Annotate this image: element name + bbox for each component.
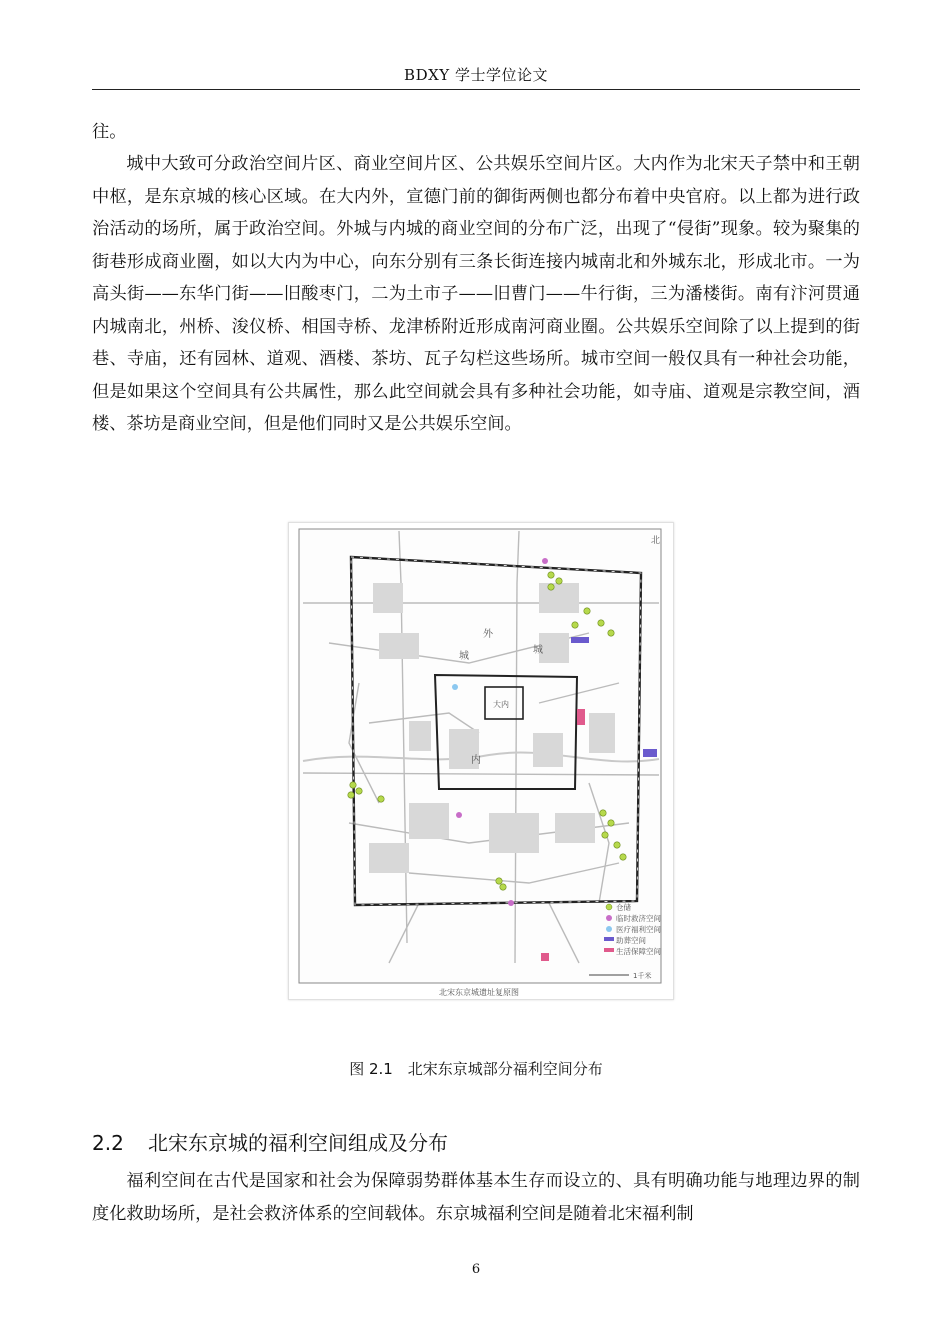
header-rule xyxy=(92,89,860,90)
scale-label: 1千米 xyxy=(633,972,652,980)
page-header: BDXY 学士学位论文 xyxy=(404,66,548,84)
granary-marker xyxy=(500,884,506,890)
relief-marker xyxy=(542,558,548,564)
figure-map xyxy=(288,522,674,1000)
paragraph-continuation: 往。 xyxy=(92,122,127,142)
granary-marker xyxy=(378,796,384,802)
granary-marker xyxy=(548,584,554,590)
map-title: 北宋东京城遗址复原图 xyxy=(439,988,519,997)
granary-marker xyxy=(572,622,578,628)
section-number: 2.2 xyxy=(92,1131,124,1155)
burial-marker xyxy=(571,637,589,643)
legend-label: 临时救济空间 xyxy=(616,914,661,923)
city-label: 城 xyxy=(459,651,469,662)
inner-city-label: 内 xyxy=(471,755,481,766)
legend-label: 助葬空间 xyxy=(616,936,646,945)
legend-label: 医疗福利空间 xyxy=(616,925,661,934)
city-map xyxy=(289,523,673,999)
section-title: 北宋东京城的福利空间组成及分布 xyxy=(148,1131,448,1155)
outer-city-label: 外 xyxy=(483,629,493,640)
section-heading xyxy=(92,1127,448,1156)
granary-marker xyxy=(356,788,362,794)
relief-marker xyxy=(456,812,462,818)
granary-marker xyxy=(600,810,606,816)
north-label: 北 xyxy=(651,536,661,546)
granary-marker xyxy=(350,782,356,788)
granary-marker xyxy=(584,608,590,614)
east-city-label: 城 xyxy=(533,645,543,656)
granary-marker xyxy=(602,832,608,838)
medical-marker xyxy=(452,684,458,690)
security-marker xyxy=(577,709,585,725)
paragraph-welfare-definition: 福利空间在古代是国家和社会为保障弱势群体基本生存而设立的、具有明确功能与地理边界的制度化救助场所，是社会救济体系的空间载体。东京城福利空间是随着北宋福利制 xyxy=(92,1171,860,1224)
granary-marker xyxy=(608,630,614,636)
relief-marker xyxy=(508,900,514,906)
legend-swatch-burial xyxy=(604,937,614,941)
legend-swatch-relief xyxy=(606,915,612,921)
page-number: 6 xyxy=(471,1262,481,1277)
granary-marker xyxy=(620,854,626,860)
paragraph-city-spaces: 城中大致可分政治空间片区、商业空间片区、公共娱乐空间片区。大内作为北宋天子禁中和王朝中枢，是东京城的核心区域。在大内外，宣德门前的御街两侧也都分布着中央官府。以上都为进行政治活动的场所，属于政治空间。外城与内城的商业空间的分布广泛，出现了“侵街”现象。较为聚集的街巷形成商业圈，如以大内为中心，向东分别有三条长街连接内城南北和外城东北，形成北市。一为高头街——东华门街——旧酸枣门，二为土市子——旧曹门——牛行街，三为潘楼街。南有汴河贯通内城南北，州桥、浚仪桥、相国寺桥、龙津桥附近形成南河商业圈。公共娱乐空间除了以上提到的街巷、寺庙，还有园林、道观、酒楼、茶坊、瓦子勾栏这些场所。城市空间一般仅具有一种社会功能，但是如果这个空间具有公共属性，那么此空间就会具有多种社会功能，如寺庙、道观是宗教空间，酒楼、茶坊是商业空间，但是他们同时又是公共娱乐空间。 xyxy=(92,154,860,434)
granary-marker xyxy=(348,792,354,798)
granary-marker xyxy=(556,578,562,584)
granary-marker xyxy=(496,878,502,884)
granary-marker xyxy=(598,620,604,626)
burial-marker xyxy=(643,749,657,757)
granary-marker xyxy=(608,820,614,826)
legend-swatch-security xyxy=(604,948,614,952)
palace-label: 大内 xyxy=(493,700,509,709)
figure-caption: 图 2.1 北宋东京城部分福利空间分布 xyxy=(349,1060,603,1078)
legend-label: 仓储 xyxy=(616,903,631,912)
legend-swatch-granary xyxy=(606,904,612,910)
granary-marker xyxy=(614,842,620,848)
security-marker xyxy=(541,953,549,961)
legend-label: 生活保障空间 xyxy=(616,947,661,956)
granary-marker xyxy=(548,572,554,578)
medical-markers xyxy=(452,684,458,690)
legend-swatch-medical xyxy=(606,926,612,932)
